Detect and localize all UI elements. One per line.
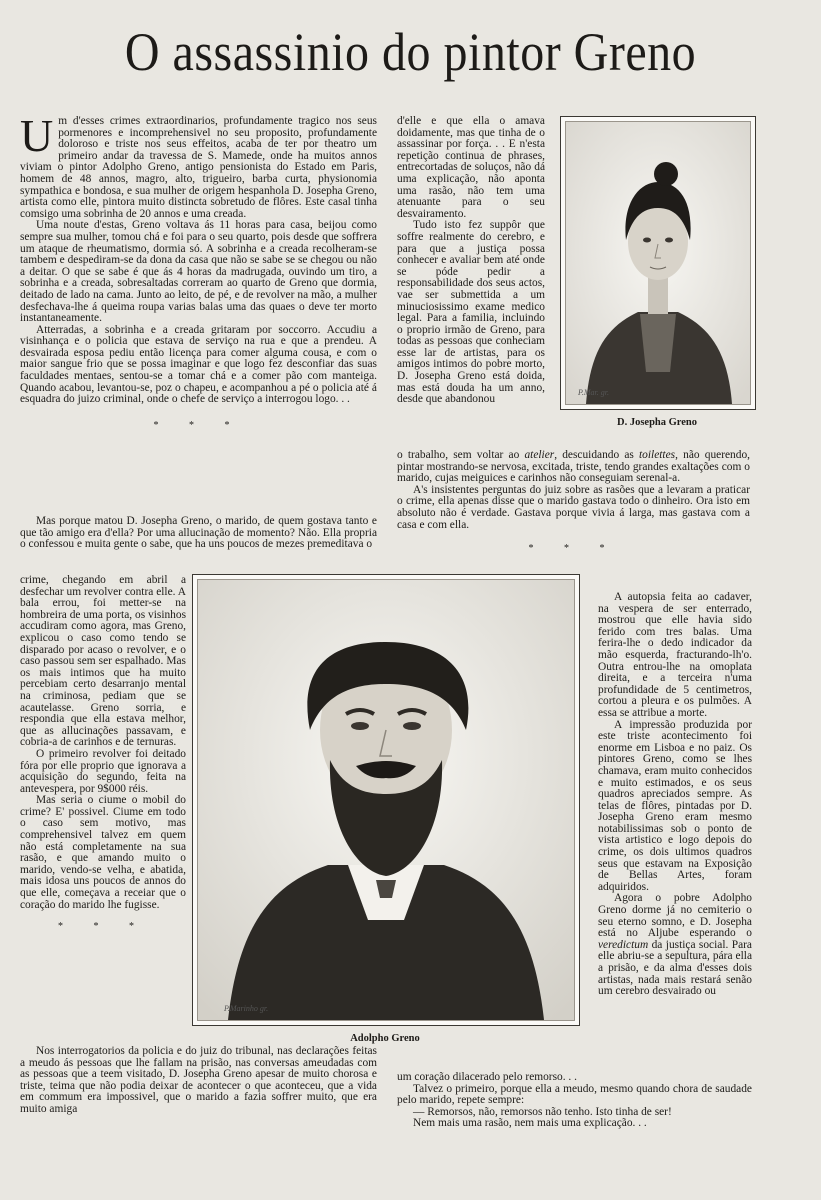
wide-paragraph: Mas porque matou D. Josepha Greno, o marido, de quem gostava tanto e que tão amigo era d'ella? Por uma allucinação de momento? Não. Ella propria o confessou e muita gente o sabe, que ha uns poucos de mezes premeditava o [20, 515, 377, 551]
paragraph: Tudo isto fez suppôr que soffre realmente do cerebro, e para que a justiça possa conhecer e avaliar bem até onde se póde pedir a responsabilidade dos seus actos, vae ser submettida a um minuciosissimo exame medico legal. Para a familia, incluindo o proprio irmão de Greno, para todas as pessoas que conheciam esse lar de artistas, para os amigos intimos do pobre morto, D. Josepha Greno está doida, mas está douda ha um anno, desde que abandonou [397, 219, 545, 406]
paragraph: A's insistentes perguntas do juiz sobre as rasões que a levaram a praticar o crime, ella apenas disse que o marido gastava todo o dinheiro. Ora isto em absoluto não é verdade. Gastava porque vivia á larga, mas gastava com a casa e com ella. [397, 483, 750, 531]
left-column-bottom: Nos interrogatorios da policia e do juiz do tribunal, nas declarações feitas a meudo ás pessoas que lhe fallam na prisão, nas conversas ameudadas com as pessoas que a teem visitado, D. Josepha Greno apesar de muito chorosa e triste, teima que não podia deixar de acontecer o que aconteceu, que a vida em commum era impossivel, que o marido a fazia soffrer muito, que era muito amiga [20, 1045, 377, 1115]
paragraph: O primeiro revolver foi deitado fóra por elle proprio que ignorava a acquisição do segundo, feita na antevespera, por 9$000 réis. [20, 747, 186, 795]
engraver-signature: P.Mar. gr. [578, 388, 609, 397]
man-portrait-illustration [198, 580, 574, 1020]
adolpho-portrait-frame [192, 574, 580, 1026]
adolpho-caption: Adolpho Greno [350, 1033, 420, 1044]
middle-column-top [397, 116, 545, 406]
paragraph: Atterradas, a sobrinha e a creada gritaram por soccorro. Accudiu a visinhança e o policia que estava de serviço na rua e que a prendeu. A desvairada esposa pediu então licença para comer alguma cousa, e com o maior sangue frio que se possa imaginar e que logo fez desconfiar das suas faculdades mentaes, sentou-se a tomar chá e a comer pão com manteiga. Quando acabou, levantou-se, poz o chapeu, e acompanhou a pé o policia até á esquadra do juizo criminal, onde o chefe de serviço a interrogou logo. . . [20, 323, 377, 406]
section-separator: * * * [528, 543, 619, 555]
left-column-top [20, 110, 377, 437]
woman-portrait-illustration [566, 122, 750, 404]
paragraph: d'elle e que ella o amava doidamente, mas que tinha de o assassinar por força. . . E n'esta repetição continua de phrases, entrecortadas de soluços, não dá uma explicação, não aponta uma rasão, não tem uma atenuante para o seu desvairamento. [397, 115, 545, 220]
intro-paragraph: m d'esses crimes extraordinarios, profundamente tragico nos seus pormenores e incomprehensivel no seu proposito, profundamente doloroso e triste nos seus effeitos, acaba de ter por theatro um primeiro andar da travessa de S. Mamede, onde ha muitos annos viviam o pintor Adolpho Greno, antigo pensionista do Estado em Paris, homem de 48 annos, magro, alto, trigueiro, barba curta, physionomia sympathica e bondosa, e sua mulher de origem hespanhola D. Josepha Greno, artista como elle, pintora muito distincta sobretudo de flôres. Este casal tinha comsigo uma sobrinha de 20 annos e uma creada. [20, 115, 377, 220]
josepha-portrait [565, 121, 751, 405]
section-separator: * * * [153, 419, 244, 431]
drop-cap: U [20, 110, 54, 161]
engraver-signature: P.Marinho gr. [224, 1004, 269, 1013]
paragraph: Uma noute d'estas, Greno voltava ás 11 horas para casa, beijou como sempre sua mulher, tomou chá e foi para o seu quarto, pois desde que soffrera um ataque de rheumatismo, dormia só. A sobrinha e a creada recolheram-se tambem e despediram-se da dona da casa que não se sabe se se chegou ou não a deitar. O que se sabe é que ás 4 horas da madrugada, ouvindo um tiro, a sobrinha e a creada, sobresaltadas correram ao quarto de Greno que dormia, deitado de lado na cama. Junto ao leito, de pé, e de revolver na mão, a mulher desfechava-lhe á queima roupa varias balas uma das quaes o deve ter morto instantaneamente. [20, 219, 377, 325]
paragraph: A autopsia feita ao cadaver, na vespera de ser enterrado, mostrou que elle havia sido ferido com tres balas. Uma ferira-lhe o dedo indicador da mão esquerda, fracturando-lh'o. Outra entrou-lhe na omoplata direita, e a terceira n'uma profundidade de 5 centimetros, cortou a pleura e os pulmões. A essa se attribue a morte. [598, 591, 752, 719]
left-column-narrow [20, 575, 186, 939]
right-wide-text: o trabalho, sem voltar ao atelier, descuidando as toilettes, não querendo, pintar mostrando-se nervosa, excitada, triste, tendo grandes exaltações com o marido, cujas meiguices e carinhos não conseguiam serenal-a. A's insistentes perguntas do juiz sobre as rasões que a levaram a praticar o crime, ella apenas disse que o marido gastava todo o dinheiro. Ora isto em absoluto não é verdade. Gastava porque vivia á larga, mas gastava com a casa e com ella. * * * [397, 449, 750, 555]
article-title: O assassinio do pintor Greno [124, 23, 697, 83]
section-separator: * * * [58, 921, 148, 933]
paragraph: A impressão produzida por este triste acontecimento foi enorme em Lisboa e no paiz. Os pintores Greno, como se lhes chamava, eram muito conhecidos e muito estimados, e os seus quadros apreciados sempre. As telas de flôres, pintadas por D. Josepha Greno eram mesmo notabilissimas sob o ponto de vista artistico e logo depois do crime, os dois ultimos quadros seus que estavam na Exposição de Bellas Artes, foram adquiridos. [598, 718, 752, 893]
paragraph: Mas seria o ciume o mobil do crime? E' possivel. Ciume em todo o caso sem motivo, mas comprehensivel talvez em quem não está completamente na sua rasão, e que amando muito o marido, vendo-se velha, e abatida, mais idosa uns poucos de annos do que elle, começava a receiar que o coração do marido lhe fugisse. [20, 794, 186, 911]
right-column-narrow: A autopsia feita ao cadaver, na vespera de ser enterrado, mostrou que elle havia sido ferido com tres balas. Uma ferira-lhe o dedo indicador da mão esquerda, fracturando-lh'o. Outra entrou-lhe na omoplata direita, e a terceira n'uma profundidade de 5 centimetros, cortou a pleura e os pulmões. A essa se attribue a morte. A impressão produzida por este triste acontecimento foi enorme em Lisboa e no paiz. Os pintores Greno, como se lhes chamava, eram muito conhecidos e muito estimados, e os seus quadros apreciados sempre. As telas de flôres, pintadas por D. Josepha Greno eram mesmo notabilissimas sob o ponto de vista artistico e logo depois do crime, os dois ultimos quadros seus que estavam na Exposição de Bellas Artes, foram adquiridos. Agora o pobre Adolpho Greno dorme já no cemiterio o seu eterno somno, e D. Josepha está no Aljube esperando o veredictum da justiça social. Para elle abriu-se a sepultura, pára ella a prisão, e da alma d'esses dois artistas, nada mais restará senão um cerebro desvairado ou [598, 591, 752, 998]
paragraph: crime, chegando em abril a desfechar um revolver contra elle. A bala errou, foi metter-se na hombreira de uma porta, os visinhos accudiram como agora, mas Greno, explicou o caso como tendo se disparado por acaso o revolver, e o caso passou sem ser espalhado. Mas os mais intimos que ha muito percebiam certo desarranjo mental na criminosa, pediam que se acautelasse. Greno sorria, e respondia que ella estava melhor, que as allucinações passavam, e cobria-a de carinhos e de ternuras. [20, 574, 186, 749]
josepha-portrait-frame [560, 116, 756, 410]
josepha-caption: D. Josepha Greno [616, 417, 698, 428]
right-column-bottom: um coração dilacerado pelo remorso. . . Talvez o primeiro, porque ella a meudo, mesmo quando chora de saudade pelo marido, repete sempre: — Remorsos, não, remorsos não tenho. Isto tinha de ser! Nem mais uma rasão, nem mais uma explicação. . . [397, 1071, 752, 1130]
adolpho-portrait [197, 579, 575, 1021]
